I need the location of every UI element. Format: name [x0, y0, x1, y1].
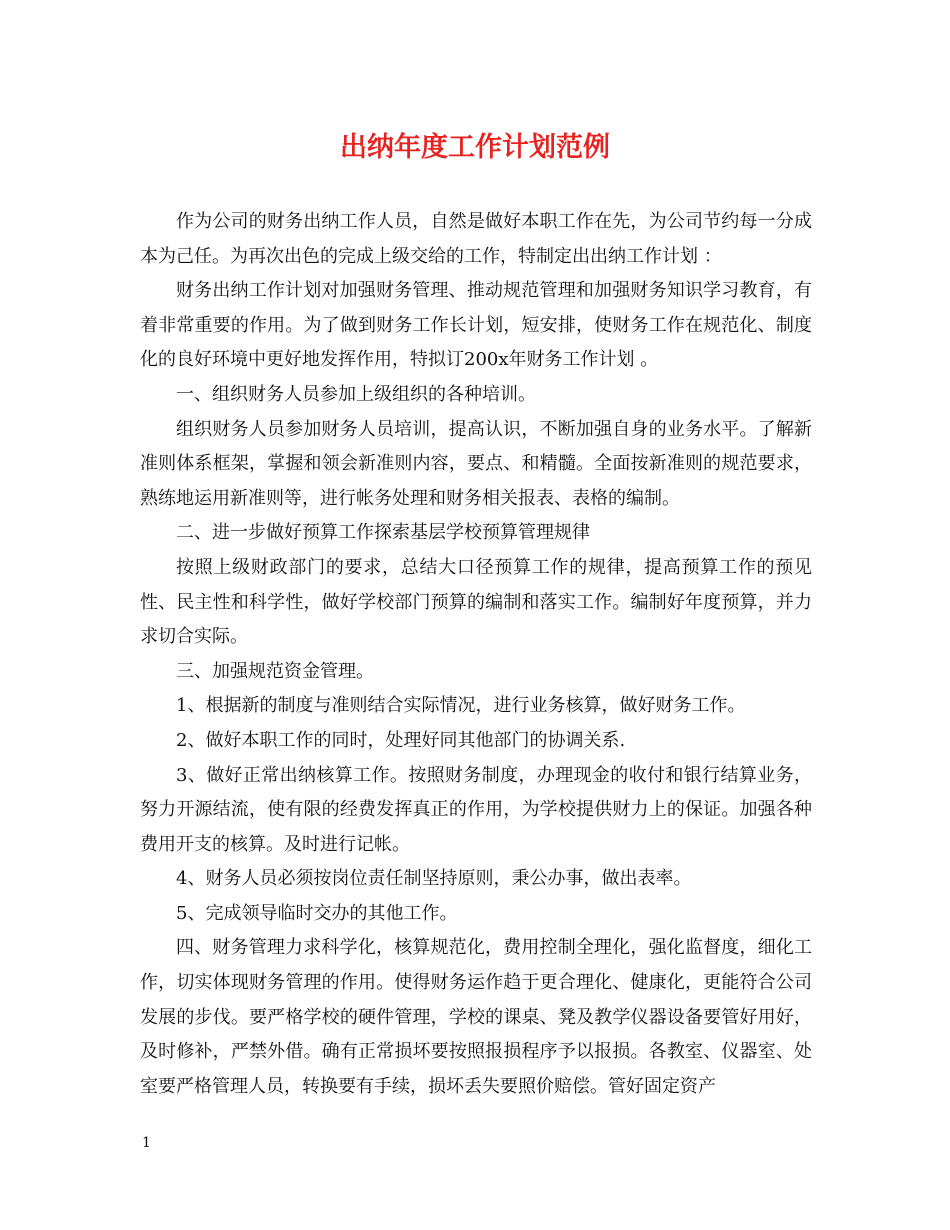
- paragraph: 按照上级财政部门的要求，总结大口径预算工作的规律，提高预算工作的预见性、民主性和科学性，做好学校部门预算的编制和落实工作。编制好年度预算，并力求切合实际。: [140, 556, 812, 648]
- section-heading: 一、组织财务人员参加上级组织的各种培训。: [176, 383, 536, 405]
- document-title: 出纳年度工作计划范例: [340, 132, 610, 163]
- section-heading: 二、进一步做好预算工作探索基层学校预算管理规律: [176, 522, 590, 544]
- document-body: [140, 205, 812, 1104]
- paragraph: 组织财务人员参加财务人员培训，提高认识，不断加强自身的业务水平。了解新准则体系框架，掌握和领会新准则内容，要点、和精髓。全面按新准则的规范要求，熟练地运用新准则等，进行帐务处理和财务相关报表、表格的编制。: [140, 418, 812, 509]
- paragraph: 财务出纳工作计划对加强财务管理、推动规范管理和加强财务知识学习教育，有着非常重要的作用。为了做到财务工作长计划，短安排，使财务工作在规范化、制度化的良好环境中更好地发挥作用，特拟订200x年财务工作计划 。: [140, 280, 812, 371]
- list-item: 4、财务人员必须按岗位责任制坚持原则，秉公办事，做出表率。: [176, 868, 692, 890]
- page-number: 1: [142, 1135, 151, 1151]
- list-item: 1、根据新的制度与准则结合实际情况，进行业务核算，做好财务工作。: [176, 695, 746, 717]
- list-item: 3、做好正常出纳核算工作。按照财务制度，办理现金的收付和银行结算业务，努力开源结流，使有限的经费发挥真正的作用，为学校提供财力上的保证。加强各种费用开支的核算。及时进行记帐。: [140, 764, 812, 855]
- section-heading: 三、加强规范资金管理。: [176, 660, 374, 682]
- list-item: 2、做好本职工作的同时，处理好同其他部门的协调关系.: [176, 729, 626, 751]
- list-item: 5、完成领导临时交办的其他工作。: [176, 902, 458, 924]
- paragraph: 作为公司的财务出纳工作人员，自然是做好本职工作在先，为公司节约每一分成本为己任。为再次出色的完成上级交给的工作，特制定出出纳工作计划 ：: [140, 211, 812, 267]
- section-paragraph: 四、财务管理力求科学化，核算规范化，费用控制全理化，强化监督度，细化工作，切实体现财务管理的作用。使得财务运作趋于更合理化、健康化，更能符合公司发展的步伐。要严格学校的硬件管理，学校的课桌、凳及教学仪器设备要管好用好，及时修补，严禁外借。确有正常损坏要按照报损程序予以报损。各教室、仪器室、处室要严格管理人员，转换要有手续，损坏丢失要照价赔偿。管好固定资产: [140, 937, 812, 1097]
